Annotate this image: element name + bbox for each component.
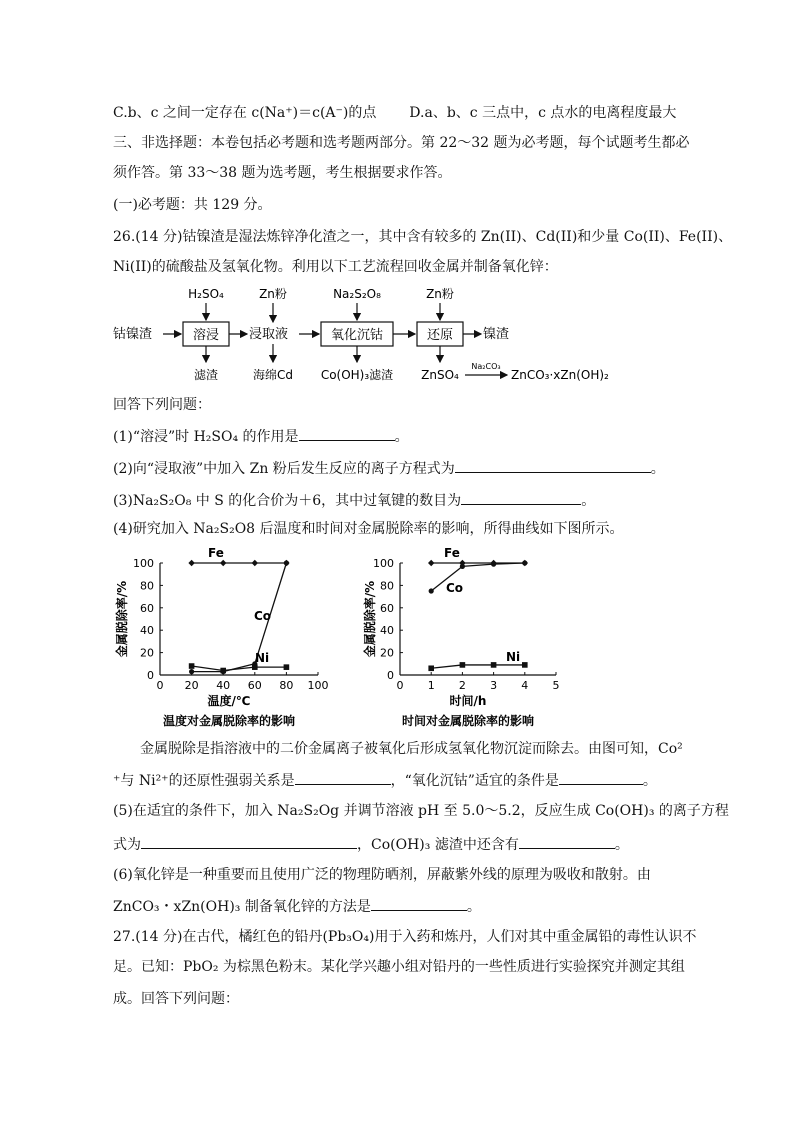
chart-title: 温度对金属脱除率的影响 xyxy=(162,714,296,728)
data-point-ni xyxy=(428,665,434,671)
series-label-co: Co xyxy=(446,581,464,595)
chart-title: 时间对金属脱除率的影响 xyxy=(401,714,535,728)
data-point-co xyxy=(284,560,289,565)
answer-blank-5a[interactable] xyxy=(141,834,357,849)
series-label-fe: Fe xyxy=(444,546,460,560)
q26-intro-line2: Ni(II)的硫酸盐及氢氧化物。利用以下工艺流程回收金属并制备氧化锌： xyxy=(113,259,558,275)
y-tick-label: 40 xyxy=(380,624,394,638)
data-point-fe xyxy=(220,560,226,566)
answer-blank-4a[interactable] xyxy=(295,770,391,785)
data-point-ni xyxy=(491,662,497,668)
flow-product: ZnCO₃·xZn(OH)₂ xyxy=(511,368,609,382)
y-tick-label: 100 xyxy=(373,557,394,570)
answer-blank-5b[interactable] xyxy=(519,834,615,849)
series-line-ni xyxy=(431,665,525,668)
q26-part5-line1: (5)在适宜的条件下，加入 Na₂S₂Og 并调节溶液 pH 至 5.0～5.2，反应生成 Co(OH)₃ 的离子方程 xyxy=(113,803,729,819)
q26-part6-line2: ZnCO₃・xZn(OH)₃ 制备氧化锌的方法是 。 xyxy=(113,896,481,916)
x-tick-label: 3 xyxy=(490,679,498,692)
data-point-co xyxy=(460,564,465,569)
q26-intro-line1: 26.(14 分)钴镍渣是湿法炼锌净化渣之一，其中含有较多的 Zn(II)、Cd(II)和少量 Co(II)、Fe(II)、 xyxy=(113,229,733,245)
flow-out2: 海绵Cd xyxy=(253,368,293,382)
data-point-fe xyxy=(252,560,258,566)
answer-blank-4b[interactable] xyxy=(559,770,643,785)
q27-line1: 27.(14 分)在古代，橘红色的铅丹(Pb₃O₄)用于入药和炼丹，人们对其中重金属铅的毒性认识不 xyxy=(113,929,697,945)
series-label-co: Co xyxy=(254,609,272,623)
y-tick-label: 80 xyxy=(380,579,394,593)
x-tick-label: 4 xyxy=(521,679,529,692)
y-tick-label: 0 xyxy=(147,669,154,682)
data-point-ni xyxy=(522,662,528,668)
x-axis-label: 时间/h xyxy=(449,694,487,708)
section3-line2: 须作答。第 33～38 题为选考题，考生根据要求作答。 xyxy=(113,165,452,181)
flow-mid1: 浸取液 xyxy=(249,327,289,342)
data-point-co xyxy=(522,560,527,565)
data-point-ni xyxy=(284,664,290,670)
series-line-co xyxy=(192,563,287,672)
q26-part6-line1: (6)氧化锌是一种重要而且使用广泛的物理防晒剂，屏蔽紫外线的原理为吸收和散射。由 xyxy=(113,867,651,883)
chart-time xyxy=(360,544,580,730)
flow-out4: ZnSO₄ xyxy=(421,368,459,382)
x-tick-label: 5 xyxy=(552,679,560,692)
option-d: D.a、b、c 三点中，c 点水的电离程度最大 xyxy=(409,105,677,121)
data-point-ni xyxy=(220,668,226,674)
required-heading: (一)必考题：共 129 分。 xyxy=(113,197,272,213)
q26-part4: (4)研究加入 Na₂S₂O8 后温度和时间对金属脱除率的影响，所得曲线如下图所示。 xyxy=(113,521,624,537)
q26-part5-line2: 式为 ，Co(OH)₃ 滤渣中还含有 。 xyxy=(113,834,629,854)
data-point-ni xyxy=(252,664,258,670)
data-point-fe xyxy=(428,560,434,566)
process-flow-diagram xyxy=(113,282,633,390)
y-tick-label: 60 xyxy=(380,601,394,615)
x-tick-label: 0 xyxy=(396,679,404,692)
answer-blank-3[interactable] xyxy=(461,490,581,505)
answer-blank-1[interactable] xyxy=(299,426,395,441)
chart-explanation-line1: 金属脱除是指溶液中的二价金属离子被氧化后形成氢氧化物沉淀而除去。由图可知，Co² xyxy=(140,741,683,757)
flow-out3: Co(OH)₃滤渣 xyxy=(320,368,394,382)
flow-reagent1: H₂SO₄ xyxy=(188,287,224,301)
x-axis-label: 温度/℃ xyxy=(207,694,251,708)
y-tick-label: 100 xyxy=(133,557,154,570)
x-tick-label: 80 xyxy=(279,679,294,692)
x-tick-label: 60 xyxy=(247,679,262,692)
flow-arrow-label: Na₂CO₃ xyxy=(471,362,501,371)
flow-end: 镍渣 xyxy=(483,327,510,342)
q27-line2: 足。已知：PbO₂ 为棕黑色粉末。某化学兴趣小组对铅丹的一些性质进行实验探究并测定其组 xyxy=(113,959,685,975)
x-tick-label: 100 xyxy=(307,679,329,692)
y-axis-label: 金属脱除率/% xyxy=(115,580,129,658)
flow-box3-label: 还原 xyxy=(426,328,454,343)
flow-box1-label: 溶浸 xyxy=(192,328,220,343)
flow-box2-label: 氧化沉钴 xyxy=(330,328,384,343)
data-point-ni xyxy=(189,663,195,669)
data-point-co xyxy=(429,588,434,593)
data-point-ni xyxy=(460,662,466,668)
section3-line1: 三、非选择题：本卷包括必考题和选考题两部分。第 22～32 题为必考题，每个试题考生都必 xyxy=(113,135,690,151)
q27-line3: 成。回答下列问题： xyxy=(113,991,239,1007)
option-c: C.b、c 之间一定存在 c(Na⁺)＝c(A⁻)的点 xyxy=(113,105,377,121)
series-label-ni: Ni xyxy=(506,650,521,664)
y-tick-label: 0 xyxy=(387,669,394,682)
series-label-fe: Fe xyxy=(208,546,224,560)
answer-prompt: 回答下列问题： xyxy=(113,397,211,413)
option-c-d xyxy=(113,104,676,122)
x-tick-label: 2 xyxy=(458,679,466,692)
chart-temperature xyxy=(112,544,344,730)
q26-part1: (1)“溶浸”时 H₂SO₄ 的作用是 。 xyxy=(113,426,409,446)
q26-part2: (2)向“浸取液”中加入 Zn 粉后发生反应的离子方程式为 。 xyxy=(113,458,665,478)
data-point-fe xyxy=(188,560,194,566)
flow-reagent4: Zn粉 xyxy=(426,287,454,301)
answer-blank-2[interactable] xyxy=(455,458,651,473)
y-tick-label: 40 xyxy=(140,624,154,638)
y-tick-label: 60 xyxy=(140,601,154,615)
flow-out1: 滤渣 xyxy=(193,368,219,382)
data-point-co xyxy=(189,669,194,674)
y-tick-label: 20 xyxy=(380,646,394,660)
data-point-co xyxy=(491,562,496,567)
answer-blank-6[interactable] xyxy=(371,896,467,911)
q26-part3: (3)Na₂S₂O₈ 中 S 的化合价为＋6，其中过氧键的数目为 。 xyxy=(113,490,595,510)
x-tick-label: 0 xyxy=(156,679,164,692)
series-label-ni: Ni xyxy=(255,651,270,665)
y-tick-label: 80 xyxy=(140,579,154,593)
flow-reagent2: Zn粉 xyxy=(259,287,287,301)
y-tick-label: 20 xyxy=(140,646,154,660)
y-axis-label: 金属脱除率/% xyxy=(363,580,377,658)
x-tick-label: 20 xyxy=(184,679,199,692)
x-tick-label: 1 xyxy=(427,679,435,692)
chart-explanation-line2: ⁺与 Ni²⁺的还原性强弱关系是 ，“氧化沉钴”适宜的条件是 。 xyxy=(113,770,657,790)
x-tick-label: 40 xyxy=(216,679,231,692)
flow-reagent3: Na₂S₂O₈ xyxy=(333,287,381,301)
series-line-ni xyxy=(192,666,287,670)
flow-start-label: 钴镍渣 xyxy=(113,327,153,342)
